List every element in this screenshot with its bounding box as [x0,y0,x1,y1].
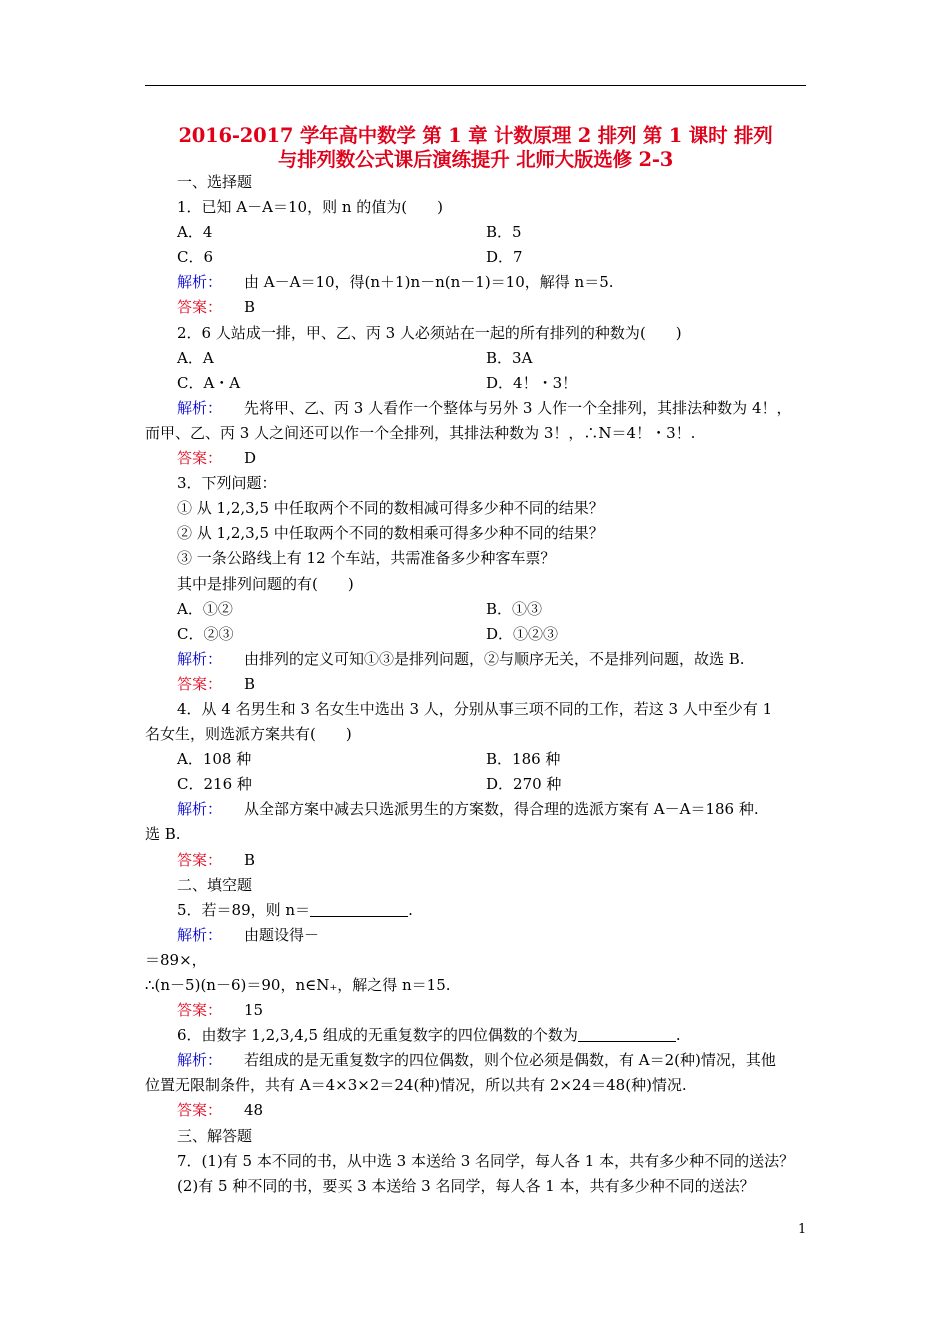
question-stem: 2．6 人站成一排，甲、乙、丙 3 人必须站在一起的所有排列的种数为( ) [177,323,682,342]
answer [145,848,810,873]
answer-blank [310,900,408,917]
question-stem [145,1023,810,1048]
option-b: B．186 种 [486,750,561,769]
answer-label: 答案： [177,298,223,317]
question-prompt: 其中是排列问题的有( ) [177,574,354,593]
option-row [145,622,810,647]
analysis-continued: 选 B. [145,825,181,844]
analysis-label: 解析： [177,649,223,668]
title-line-2: 与排列数公式课后演练提升 北师大版选修 2-3 [277,148,674,171]
analysis-continued: 而甲、乙、丙 3 人之间还可以作一个全排列，其排法种数为 3！，∴N＝4！・3！. [145,423,696,442]
analysis [145,923,810,948]
analysis-text: 由排列的定义可知①③是排列问题，②与顺序无关，不是排列问题，故选 B. [244,649,745,668]
analysis-text: 由题设得－ [244,925,320,944]
option-d: D．7 [486,248,523,267]
question-stem: 3．下列问题： [177,474,277,493]
answer-text: 48 [244,1101,264,1120]
option-c: C．A・A [177,373,241,392]
option-a: A．A [177,348,214,367]
option-d: D．4！・3！ [486,373,578,392]
section-heading: 二、填空题 [177,875,253,894]
header-rule [145,85,806,86]
answer-label: 答案： [177,1001,223,1020]
option-b: B．3A [486,348,533,367]
question-stem: 7．(1)有 5 本不同的书，从中选 3 本送给 3 名同学，每人各 1 本，共有多少种不同的送法？ [177,1151,795,1170]
analysis [145,797,810,822]
answer-label: 答案： [177,1101,223,1120]
analysis-text: 从全部方案中减去只选派男生的方案数，得合理的选派方案有 A－A＝186 种. [244,800,759,819]
option-b: B．5 [486,223,522,242]
section-heading: 一、选择题 [177,173,253,191]
title-line-1: 2016-2017 学年高中数学 第 1 章 计数原理 2 排列 第 1 课时 排列 [178,124,773,147]
analysis [145,270,810,295]
answer-text: B [244,674,256,693]
sub-question: ① 从 1,2,3,5 中任取两个不同的数相减可得多少种不同的结果？ [177,499,604,518]
analysis-label: 解析： [177,925,223,944]
option-d: D．①②③ [486,624,559,643]
question-stem-end: . [675,1026,681,1045]
answer [145,446,810,471]
answer [145,1098,810,1123]
option-c: C．6 [177,248,214,267]
question-stem: (2)有 5 种不同的书，要买 3 本送给 3 名同学，每人各 1 本，共有多少种不同的送法？ [177,1176,755,1195]
option-c: C．②③ [177,624,234,643]
option-b: B．①③ [486,599,543,618]
analysis-continued: 位置无限制条件，共有 A＝4×3×2＝24(种)情况，所以共有 2×24＝48(种)情况. [145,1076,687,1095]
answer [145,295,810,320]
option-row [145,371,810,396]
document-title [145,124,806,172]
sub-question: ③ 一条公路线上有 12 个车站，共需准备多少种客车票？ [177,549,556,568]
option-row [145,747,810,772]
analysis-label: 解析： [177,273,223,292]
option-a: A．4 [177,223,213,242]
analysis-text: 若组成的是无重复数字的四位偶数，则个位必须是偶数，有 A＝2(种)情况，其他 [244,1051,776,1070]
option-a: A．①② [177,599,233,618]
answer-text: B [244,850,256,869]
section-heading: 三、解答题 [177,1126,253,1145]
answer [145,672,810,697]
question-stem [145,898,810,923]
analysis [145,647,810,672]
sub-question: ② 从 1,2,3,5 中任取两个不同的数相乘可得多少种不同的结果？ [177,524,604,543]
analysis-text: 先将甲、乙、丙 3 人看作一个整体与另外 3 人作一个全排列，其排法种数为 4！， [244,398,792,417]
option-c: C．216 种 [177,775,252,794]
answer-label: 答案： [177,850,223,869]
answer-text: 15 [244,1001,264,1020]
option-a: A．108 种 [177,750,252,769]
option-row [145,597,810,622]
page-number: 1 [798,1222,807,1237]
analysis-text: 由 A－A＝10，得(n＋1)n－n(n－1)＝10，解得 n＝5. [244,273,614,292]
analysis-label: 解析： [177,800,223,819]
option-row [145,245,810,270]
answer [145,998,810,1023]
question-stem-end: . [408,900,413,919]
question-stem: 1．已知 A－A＝10，则 n 的值为( ) [177,198,443,217]
option-row [145,220,810,245]
analysis [145,1048,810,1073]
question-stem: 4．从 4 名男生和 3 名女生中选出 3 人，分别从事三项不同的工作，若这 3 人中至少有 1 [177,699,773,718]
analysis-continued: ＝89×， [145,950,207,969]
option-row [145,346,810,371]
question-stem-text: 5．若＝89，则 n＝ [177,900,311,919]
answer-text: B [244,298,256,317]
option-row [145,772,810,797]
question-stem-continued: 名女生，则选派方案共有( ) [145,725,352,744]
answer-blank [578,1025,676,1042]
option-d: D．270 种 [486,775,562,794]
analysis [145,396,810,421]
analysis-label: 解析： [177,1051,223,1070]
answer-label: 答案： [177,674,223,693]
question-stem-text: 6．由数字 1,2,3,4,5 组成的无重复数字的四位偶数的个数为 [177,1026,578,1045]
answer-text: D [244,449,257,468]
analysis-label: 解析： [177,398,223,417]
document-body [145,170,810,1199]
answer-label: 答案： [177,449,223,468]
analysis-continued: ∴(n－5)(n－6)＝90，n∈N₊，解之得 n＝15. [145,976,451,994]
